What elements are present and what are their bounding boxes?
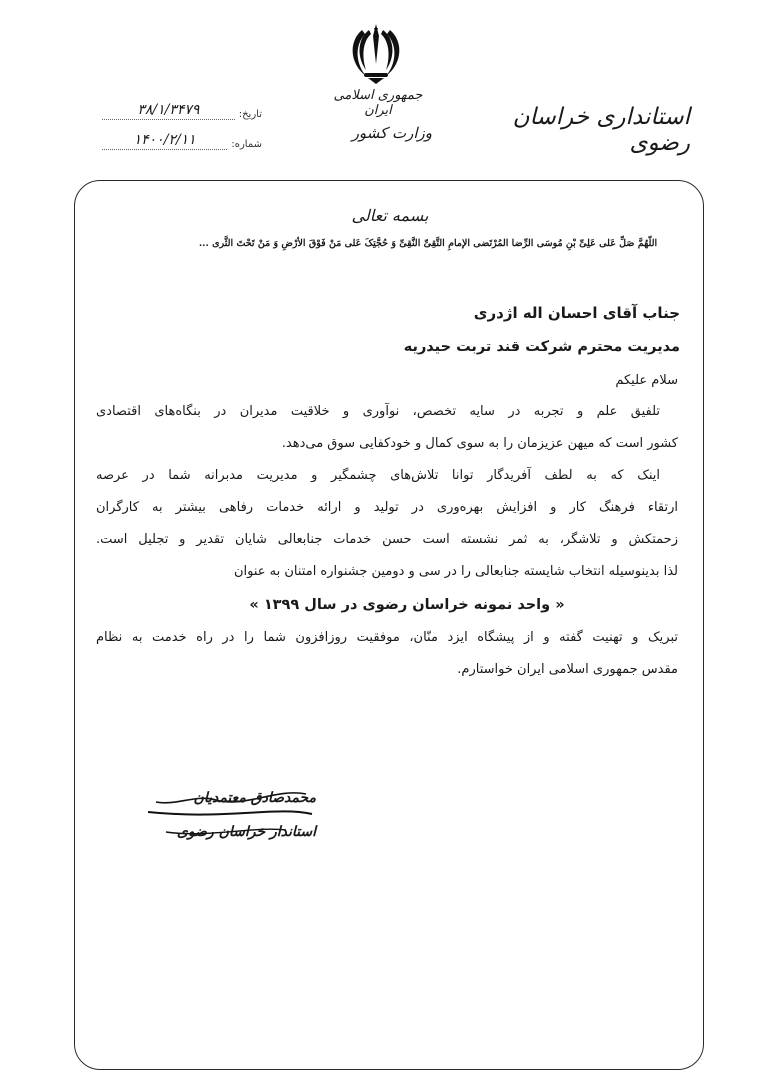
number-value: ۱۴۰۰/۲/۱۱ [102, 132, 227, 150]
signer-name: محمدصادق معتمدیان [193, 790, 316, 806]
paragraph-line: اینک که به لطف آفریدگار توانا تلاش‌های چشمگیر و مدیریت مدبرانه شما در عرصه [96, 468, 660, 483]
recipient-title: مدیریت محترم شرکت قند تربت حیدریه [403, 339, 680, 355]
date-row [102, 96, 262, 120]
recipient-name: جناب آقای احسان اله اژدری [473, 304, 680, 322]
number-label: شماره: [231, 139, 262, 150]
paragraph-line: زحمتکش و تلاشگر، به ثمر نشسته است حسن خدمات جنابعالی شایان تقدیر و تجلیل است. [96, 532, 678, 547]
paragraph-line: تبریک و تهنیت گفته و از پیشگاه ایزد منّان، موفقیت روزافزون شما را در راه خدمت به نظام [96, 630, 678, 645]
greeting: سلام علیکم [615, 373, 678, 388]
letter-meta [102, 96, 262, 156]
date-value: ۳۸/۱/۳۴۷۹ [102, 102, 235, 120]
paragraph-line: لذا بدینوسیله انتخاب شایسته جنابعالی را در سی و دومین جشنواره امتنان به عنوان [233, 564, 678, 579]
award-title: « واحد نمونه خراسان رضوی در سال ۱۳۹۹ » [249, 597, 565, 613]
ministry-country-text: جمهوری اسلامی ایران [333, 88, 423, 118]
paragraph-line: مقدس جمهوری اسلامی ایران خواستارم. [457, 662, 678, 677]
recipient-block [300, 300, 680, 362]
bismillah-heading: بسمه تعالی [351, 206, 429, 225]
paragraph-line: کشور است که میهن عزیزمان را به سوی کمال و خودکفایی سوق می‌دهد. [281, 436, 678, 451]
date-label: تاریخ: [238, 109, 262, 120]
salawat-line: اللّهُمَّ صَلِّ عَلی عَلِیِّ بْنِ مُوسَی الرِّضا المُرْتَضی الإمامِ التَّقِیِّ النَّقِیِّ وَ حُجَّتِکَ عَلی مَنْ فَوْقَ الأرْضِ وَ مَنْ تَحْتَ الثَّری ... [198, 238, 658, 249]
signer-title: استاندار خراسان رضوی [176, 824, 316, 840]
letter-body [96, 366, 678, 686]
ministry-name-text: وزارت کشور [351, 124, 432, 142]
signature-block [136, 786, 316, 856]
paragraph-line: تلفیق علم و تجربه در سایه تخصص، نوآوری و خلاقیت مدیران در بنگاه‌های اقتصادی [96, 404, 660, 419]
number-row [102, 126, 262, 150]
governorate-title: استانداری خراسان رضوی [512, 104, 690, 156]
ministry-block [318, 88, 438, 158]
iran-emblem-icon [340, 18, 412, 90]
paragraph-line: ارتقاء فرهنگ کار و افزایش بهره‌وری در تولید و ارائه خدمات رفاهی بیشتر به کارگران [96, 500, 678, 515]
